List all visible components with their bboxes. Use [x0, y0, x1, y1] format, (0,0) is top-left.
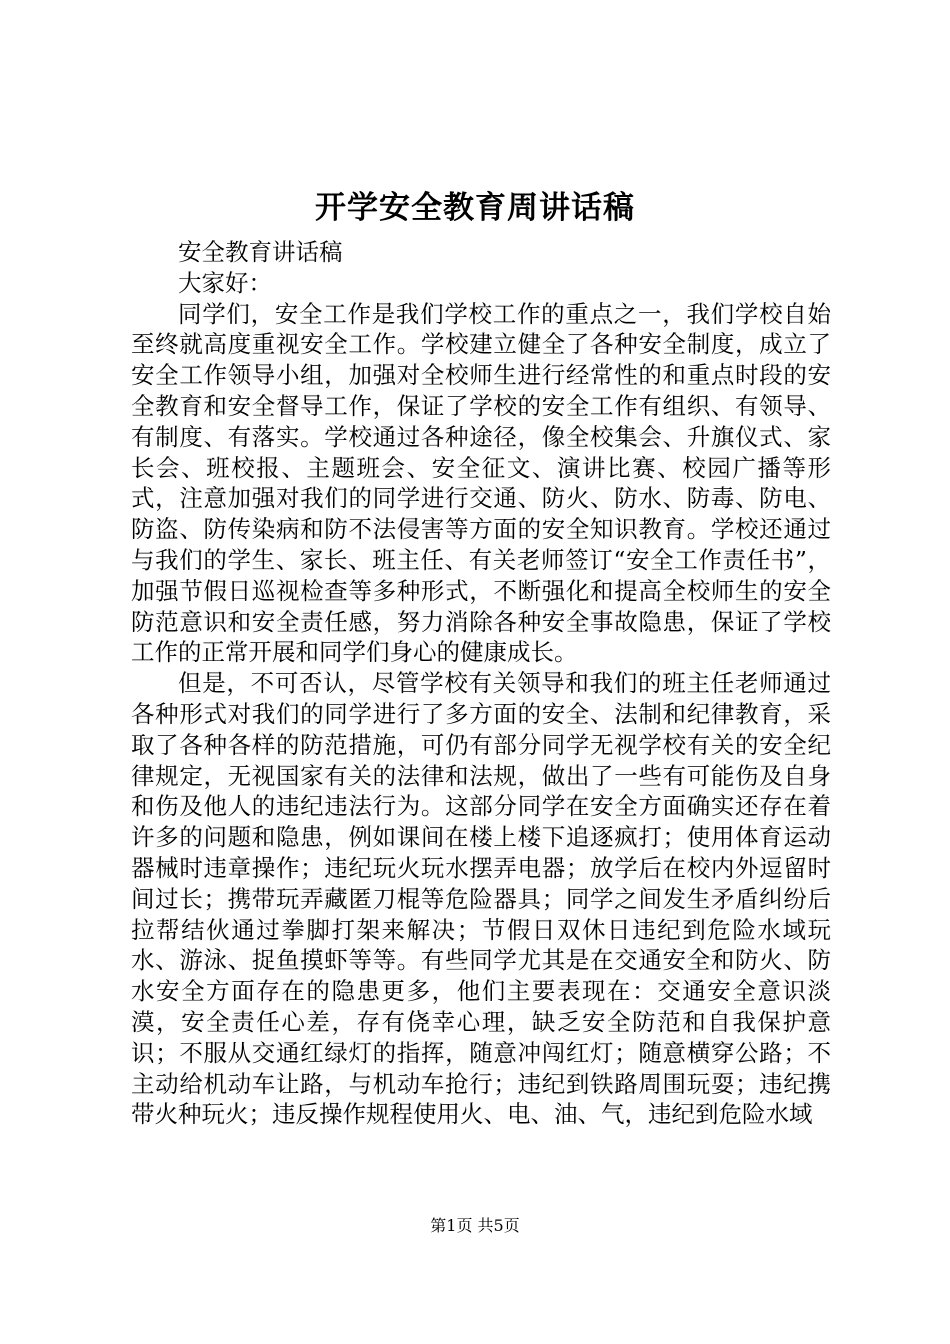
body-paragraph: 同学们，安全工作是我们学校工作的重点之一，我们学校自始至终就高度重视安全工作。学校建立健全了各种安全制度，成立了安全工作领导小组，加强对全校师生进行经常性的和重点时段的安全教育和安全督导工作，保证了学校的安全工作有组织、有领导、有制度、有落实。学校通过各种途径，像全校集会、升旗仪式、家长会、班校报、主题班会、安全征文、演讲比赛、校园广播等形式，注意加强对我们的同学进行交通、防火、防水、防毒、防电、防盗、防传染病和防不法侵害等方面的安全知识教育。学校还通过与我们的学生、家长、班主任、有关老师签订“安全工作责任书”，加强节假日巡视检查等多种形式，不断强化和提高全校师生的安全防范意识和安全责任感，努力消除各种安全事故隐患，保证了学校工作的正常开展和同学们身心的健康成长。: [131, 299, 831, 667]
greeting-paragraph: 大家好：: [178, 268, 272, 297]
page-footer: 第1页 共5页: [430, 1216, 520, 1235]
document-title: 开学安全教育周讲话稿: [315, 190, 635, 226]
body-paragraph: 但是，不可否认，尽管学校有关领导和我们的班主任老师通过各种形式对我们的同学进行了多方面的安全、法制和纪律教育，采取了各种各样的防范措施，可仍有部分同学无视学校有关的安全纪律规定，无视国家有关的法律和法规，做出了一些有可能伤及自身和伤及他人的违纪违法行为。这部分同学在安全方面确实还存在着许多的问题和隐患，例如课间在楼上楼下追逐疯打；使用体育运动器械时违章操作；违纪玩火玩水摆弄电器；放学后在校内外逗留时间过长；携带玩弄藏匿刀棍等危险器具；同学之间发生矛盾纠纷后拉帮结伙通过拳脚打架来解决；节假日双休日违纪到危险水域玩水、游泳、捉鱼摸虾等等。有些同学尤其是在交通安全和防火、防水安全方面存在的隐患更多，他们主要表现在：交通安全意识淡漠，安全责任心差，存有侥幸心理，缺乏安全防范和自我保护意识；不服从交通红绿灯的指挥，随意冲闯红灯；随意横穿公路；不主动给机动车让路，与机动车抢行；违纪到铁路周围玩耍；违纪携带火种玩火；违反操作规程使用火、电、油、气，违纪到危险水域: [131, 669, 831, 1129]
subtitle-paragraph: 安全教育讲话稿: [178, 238, 343, 266]
document-body: [131, 237, 831, 1130]
